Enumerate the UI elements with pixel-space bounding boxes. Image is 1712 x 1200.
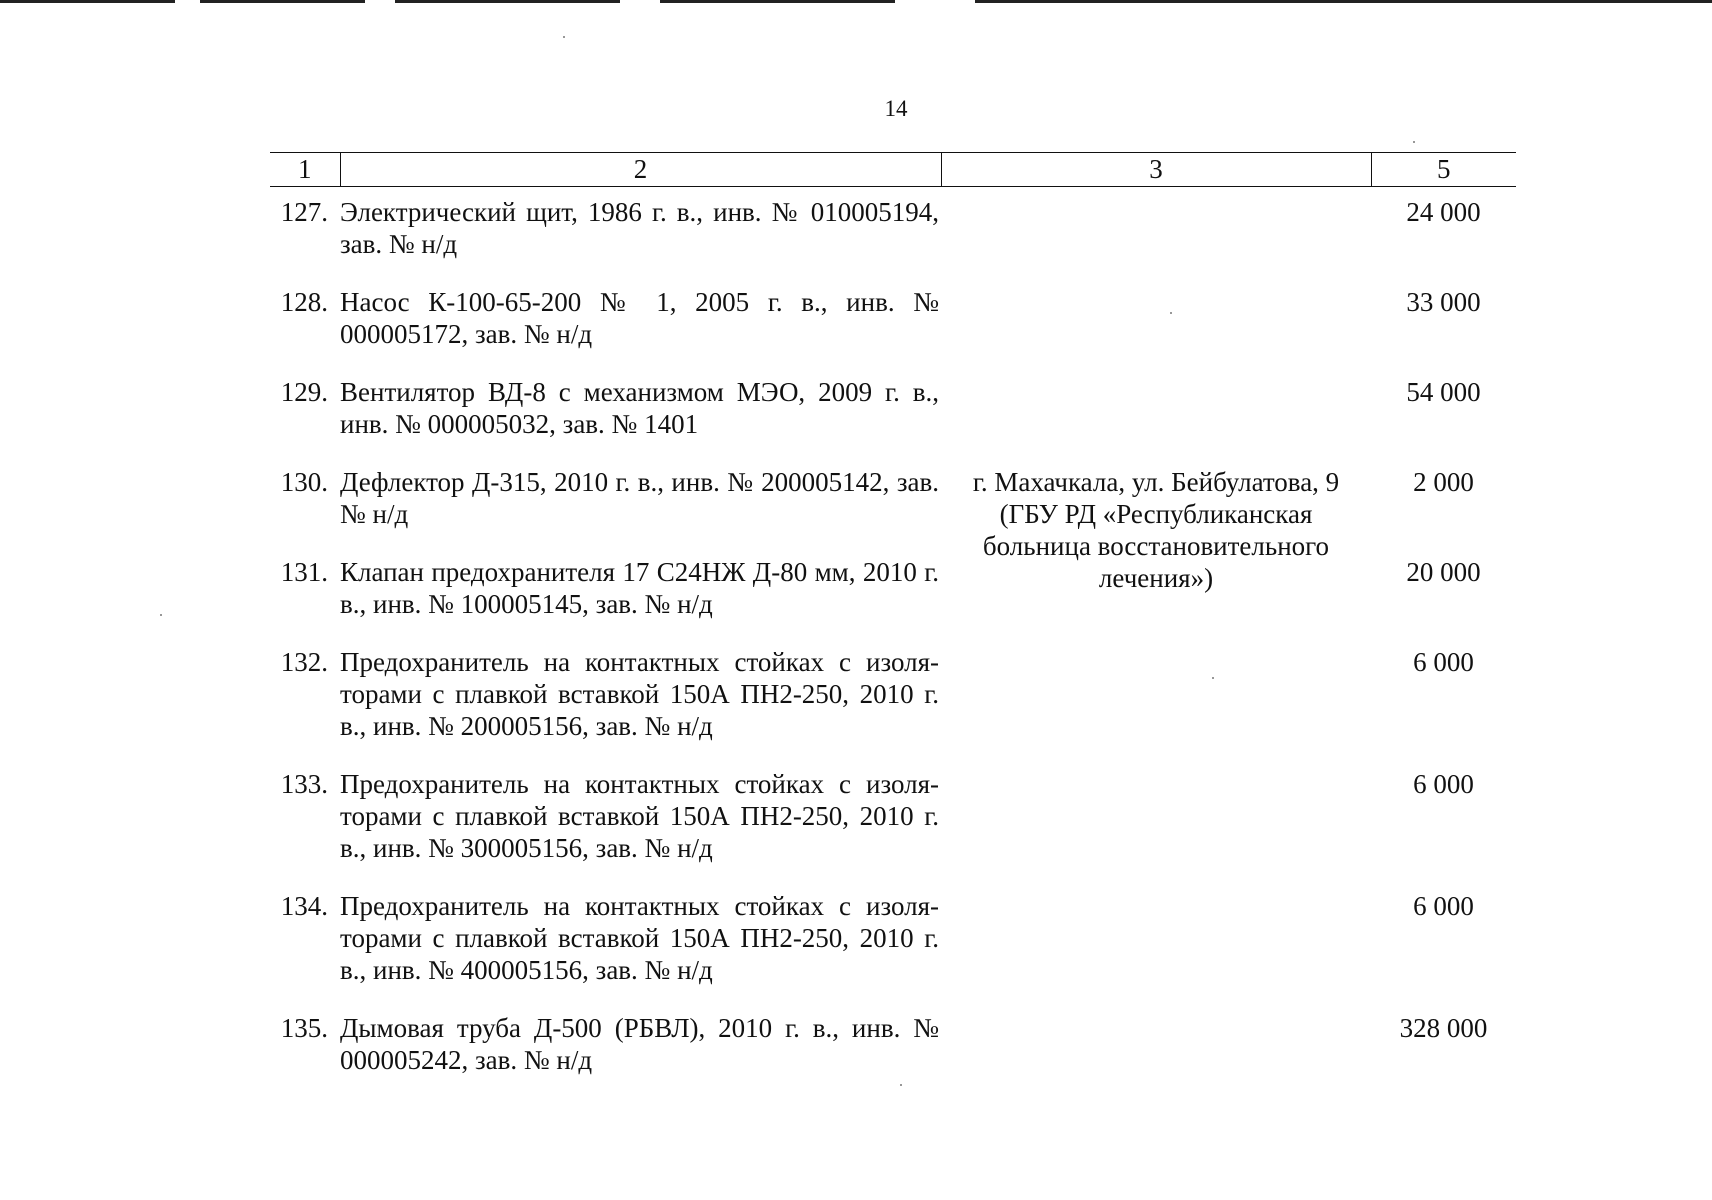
item-description: Дефлектор Д-315, 2010 г. в., инв. № 200005142, зав. № н/д — [340, 467, 939, 529]
item-description: Дымовая труба Д-500 (РБВЛ), 2010 г. в., инв. № 000005242, зав. № н/д — [340, 1013, 939, 1075]
row-number: 135. — [280, 1013, 328, 1043]
item-location — [941, 759, 1371, 881]
page-number: 14 — [884, 96, 908, 121]
scan-edge-mark — [975, 0, 1712, 3]
scan-speck — [1413, 141, 1415, 143]
item-cost: 2 000 — [1413, 467, 1474, 497]
scan-edge-mark — [395, 0, 620, 3]
item-cost: 328 000 — [1399, 1013, 1488, 1043]
table-row — [270, 637, 1516, 759]
table-row — [270, 277, 1516, 367]
item-description: Насос К-100-65-200 № 1, 2005 г. в., инв. № 000005172, зав. № н/д — [340, 287, 939, 349]
item-cost: 33 000 — [1406, 287, 1481, 317]
column-header: 5 — [1371, 153, 1516, 187]
item-cost: 6 000 — [1413, 769, 1474, 799]
item-location — [941, 1003, 1371, 1093]
item-cost: 20 000 — [1406, 557, 1481, 587]
item-cost: 54 000 — [1406, 377, 1481, 407]
row-number: 131. — [280, 557, 328, 587]
item-location — [941, 187, 1371, 278]
inventory-table — [270, 152, 1516, 1093]
item-description: Предохранитель на контактных стойках с изоля-торами с плавкой вставкой 150А ПН2-250, 2010 г. в., инв. № 300005156, зав. № н/д — [340, 769, 939, 863]
item-cost: 6 000 — [1413, 647, 1474, 677]
item-description: Клапан предохранителя 17 С24НЖ Д-80 мм, 2010 г. в., инв. № 100005145, зав. № н/д — [340, 557, 939, 619]
row-number: 130. — [280, 467, 328, 497]
scan-edge-mark — [660, 0, 895, 3]
item-location — [941, 637, 1371, 759]
row-number: 134. — [280, 891, 328, 921]
scan-edge-mark — [200, 0, 365, 3]
table-row — [270, 1003, 1516, 1093]
table-row — [270, 881, 1516, 1003]
item-location — [941, 277, 1371, 367]
item-description: Электрический щит, 1986 г. в., инв. № 010005194, зав. № н/д — [340, 197, 939, 259]
column-header: 3 — [941, 153, 1371, 187]
row-number: 133. — [280, 769, 328, 799]
table-row — [270, 457, 1516, 547]
row-number: 127. — [280, 197, 328, 227]
table-row — [270, 367, 1516, 457]
scan-speck — [563, 36, 565, 38]
row-number: 128. — [280, 287, 328, 317]
item-location: г. Махачкала, ул. Бейбулатова, 9 (ГБУ РД «Республиканская больница восстановительного лечения») — [972, 467, 1340, 593]
item-description: Предохранитель на контактных стойках с изоля-торами с плавкой вставкой 150А ПН2-250, 2010 г. в., инв. № 200005156, зав. № н/д — [340, 647, 939, 741]
column-header: 2 — [340, 153, 941, 187]
item-description: Предохранитель на контактных стойках с изоля-торами с плавкой вставкой 150А ПН2-250, 2010 г. в., инв. № 400005156, зав. № н/д — [340, 891, 939, 985]
row-number: 132. — [280, 647, 328, 677]
item-cost: 6 000 — [1413, 891, 1474, 921]
item-cost: 24 000 — [1406, 197, 1481, 227]
column-header: 1 — [270, 153, 340, 187]
scan-edge-mark — [0, 0, 175, 3]
table-row — [270, 759, 1516, 881]
row-number: 129. — [280, 377, 328, 407]
table-header-row — [270, 153, 1516, 187]
table-row — [270, 187, 1516, 278]
scan-speck — [160, 614, 162, 616]
item-location — [941, 367, 1371, 457]
item-description: Вентилятор ВД-8 с механизмом МЭО, 2009 г. в., инв. № 000005032, зав. № 1401 — [340, 377, 939, 439]
item-location — [941, 881, 1371, 1003]
